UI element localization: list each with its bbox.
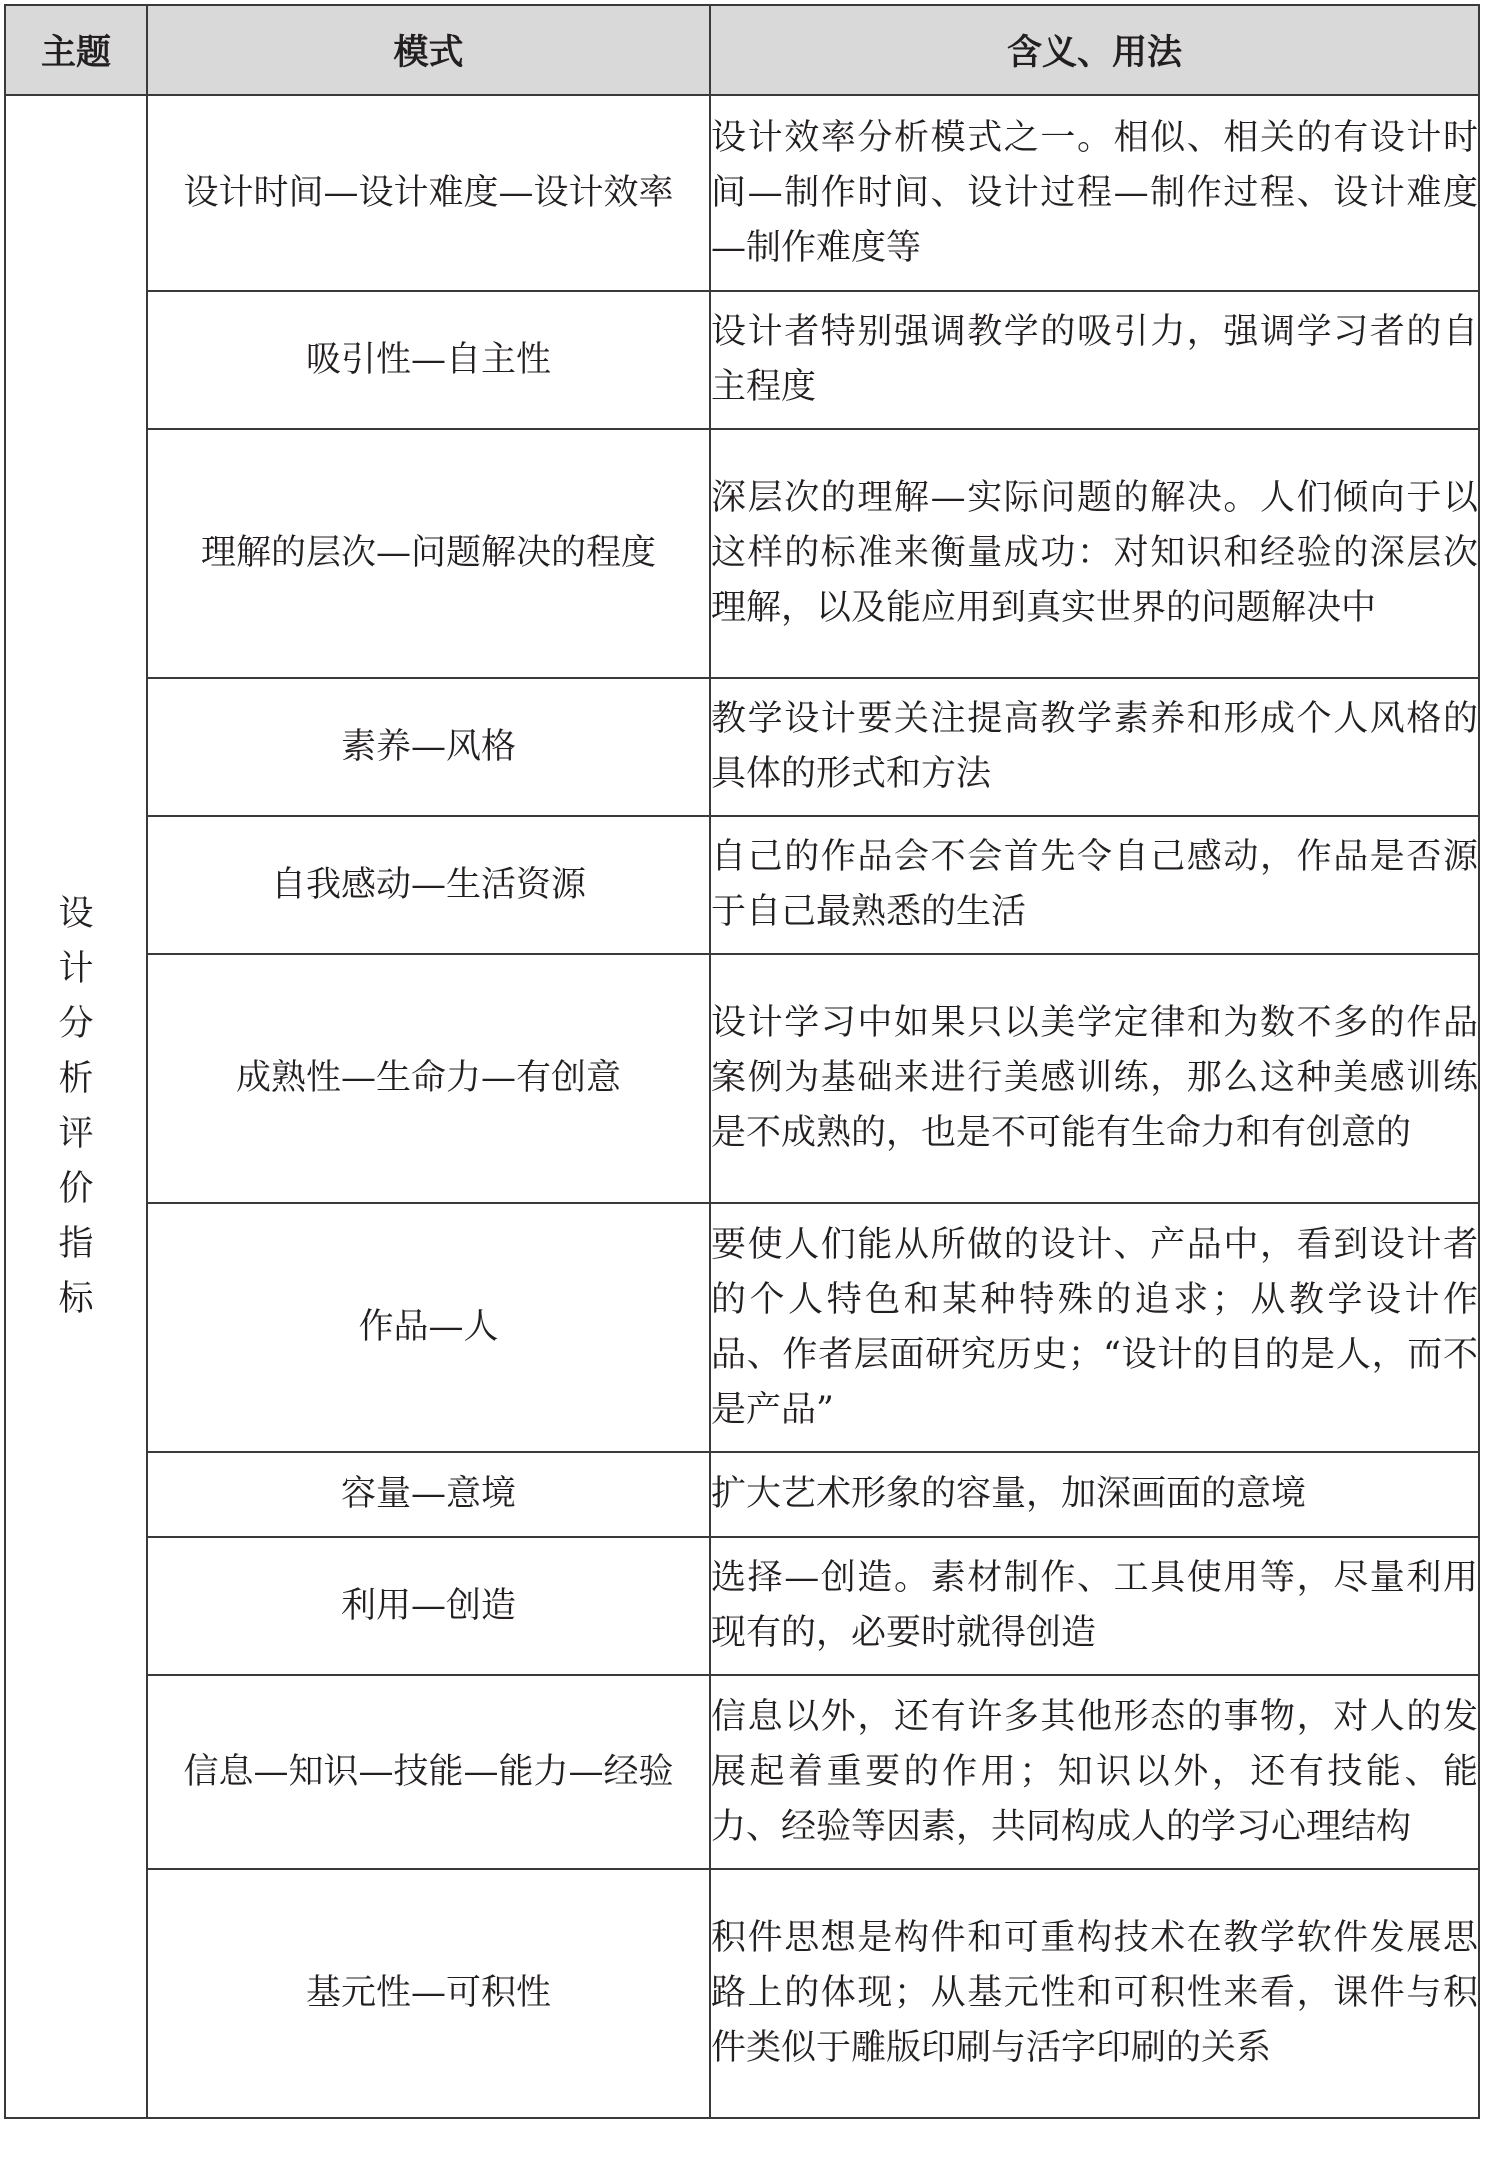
header-pattern: 模式 (147, 5, 710, 95)
pattern-cell: 素养—风格 (147, 678, 710, 816)
meaning-cell: 设计效率分析模式之一。相似、相关的有设计时间—制作时间、设计过程—制作过程、设计难度—制作难度等 (710, 95, 1479, 291)
meaning-cell: 教学设计要关注提高教学素养和形成个人风格的具体的形式和方法 (710, 678, 1479, 816)
header-meaning: 含义、用法 (710, 5, 1479, 95)
table-row (5, 816, 1479, 954)
table-row (5, 291, 1479, 429)
meaning-cell: 设计学习中如果只以美学定律和为数不多的作品案例为基础来进行美感训练，那么这种美感训练是不成熟的，也是不可能有生命力和有创意的 (710, 954, 1479, 1203)
table-row (5, 954, 1479, 1203)
design-evaluation-table (4, 4, 1480, 2119)
pattern-cell: 利用—创造 (147, 1537, 710, 1675)
meaning-cell: 自己的作品会不会首先令自己感动，作品是否源于自己最熟悉的生活 (710, 816, 1479, 954)
table-row (5, 678, 1479, 816)
table-row (5, 1675, 1479, 1869)
table-row (5, 429, 1479, 678)
meaning-cell: 设计者特别强调教学的吸引力，强调学习者的自主程度 (710, 291, 1479, 429)
table-row (5, 1537, 1479, 1675)
pattern-cell: 成熟性—生命力—有创意 (147, 954, 710, 1203)
meaning-cell: 积件思想是构件和可重构技术在教学软件发展思路上的体现；从基元性和可积性来看，课件与积件类似于雕版印刷与活字印刷的关系 (710, 1869, 1479, 2118)
table-row (5, 95, 1479, 291)
meaning-cell: 信息以外，还有许多其他形态的事物，对人的发展起着重要的作用；知识以外，还有技能、能力、经验等因素，共同构成人的学习心理结构 (710, 1675, 1479, 1869)
table-header-row (5, 5, 1479, 95)
meaning-cell: 深层次的理解—实际问题的解决。人们倾向于以这样的标准来衡量成功：对知识和经验的深层次理解，以及能应用到真实世界的问题解决中 (710, 429, 1479, 678)
topic-label: 设计分析评价指标 (58, 893, 94, 1319)
meaning-cell: 要使人们能从所做的设计、产品中，看到设计者的个人特色和某种特殊的追求；从教学设计作品、作者层面研究历史；“设计的目的是人，而不是产品” (710, 1203, 1479, 1452)
pattern-cell: 理解的层次—问题解决的程度 (147, 429, 710, 678)
meaning-cell: 选择—创造。素材制作、工具使用等，尽量利用现有的，必要时就得创造 (710, 1537, 1479, 1675)
meaning-cell: 扩大艺术形象的容量，加深画面的意境 (710, 1452, 1479, 1537)
pattern-cell: 容量—意境 (147, 1452, 710, 1537)
header-topic: 主题 (5, 5, 147, 95)
pattern-cell: 设计时间—设计难度—设计效率 (147, 95, 710, 291)
pattern-cell: 吸引性—自主性 (147, 291, 710, 429)
table-row (5, 1203, 1479, 1452)
table-row (5, 1452, 1479, 1537)
pattern-cell: 基元性—可积性 (147, 1869, 710, 2118)
pattern-cell: 自我感动—生活资源 (147, 816, 710, 954)
topic-cell (5, 95, 147, 2118)
table-row (5, 1869, 1479, 2118)
pattern-cell: 信息—知识—技能—能力—经验 (147, 1675, 710, 1869)
pattern-cell: 作品—人 (147, 1203, 710, 1452)
